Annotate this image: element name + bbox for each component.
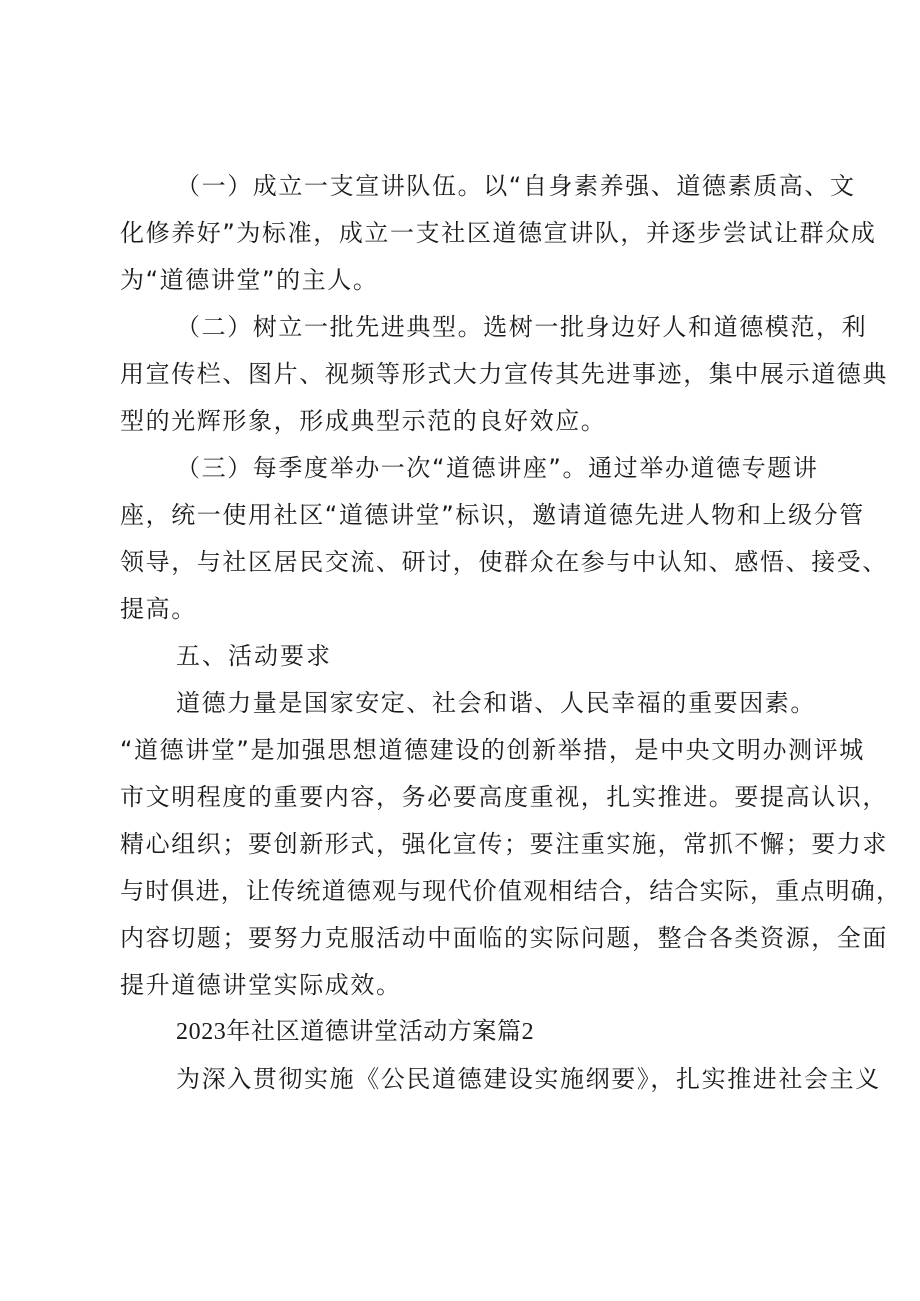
paragraph-3-line-4: 提高。	[120, 595, 197, 623]
paragraph-2-line-1: （二）树立一批先进典型。选树一批身边好人和道德模范，利	[176, 313, 868, 341]
paragraph-4-line-7: 提升道德讲堂实际成效。	[120, 971, 402, 999]
paragraph-4-line-6: 内容切题；要努力克服活动中面临的实际问题，整合各类资源，全面	[120, 924, 888, 952]
paragraph-4-line-5: 与时俱进，让传统道德观与现代价值观相结合，结合实际，重点明确，	[120, 877, 902, 905]
section-heading: 五、活动要求	[176, 642, 332, 670]
paragraph-3-line-1: （三）每季度举办一次“道德讲座”。通过举办道德专题讲	[176, 454, 819, 482]
paragraph-2-line-3: 型的光辉形象，形成典型示范的良好效应。	[120, 407, 607, 435]
paragraph-5-line-1: 为深入贯彻实施《公民道德建设实施纲要》，扎实推进社会主义	[176, 1065, 881, 1093]
paragraph-1-line-3: 为“道德讲堂”的主人。	[120, 266, 379, 294]
paragraph-4-line-2: “道德讲堂”是加强思想道德建设的创新举措，是中央文明办测评城	[120, 736, 865, 764]
paragraph-1-line-2: 化修养好”为标准，成立一支社区道德宣讲队，并逐步尝试让群众成	[120, 219, 877, 247]
paragraph-3-line-2: 座，统一使用社区“道德讲堂”标识，邀请道德先进人物和上级分管	[120, 501, 865, 529]
article-title: 2023年社区道德讲堂活动方案篇2	[176, 1019, 535, 1045]
paragraph-2-line-2: 用宣传栏、图片、视频等形式大力宣传其先进事迹，集中展示道德典	[120, 360, 888, 388]
paragraph-1-line-1: （一）成立一支宣讲队伍。以“自身素养强、道德素质高、文	[176, 172, 856, 200]
paragraph-4-line-3: 市文明程度的重要内容，务必要高度重视，扎实推进。要提高认识，	[120, 783, 888, 811]
paragraph-4-line-4: 精心组织；要创新形式，强化宣传；要注重实施，常抓不懈；要力求	[120, 830, 888, 858]
paragraph-4-line-1: 道德力量是国家安定、社会和谐、人民幸福的重要因素。	[176, 689, 816, 717]
paragraph-3-line-3: 领导，与社区居民交流、研讨，使群众在参与中认知、感悟、接受、	[120, 548, 888, 576]
